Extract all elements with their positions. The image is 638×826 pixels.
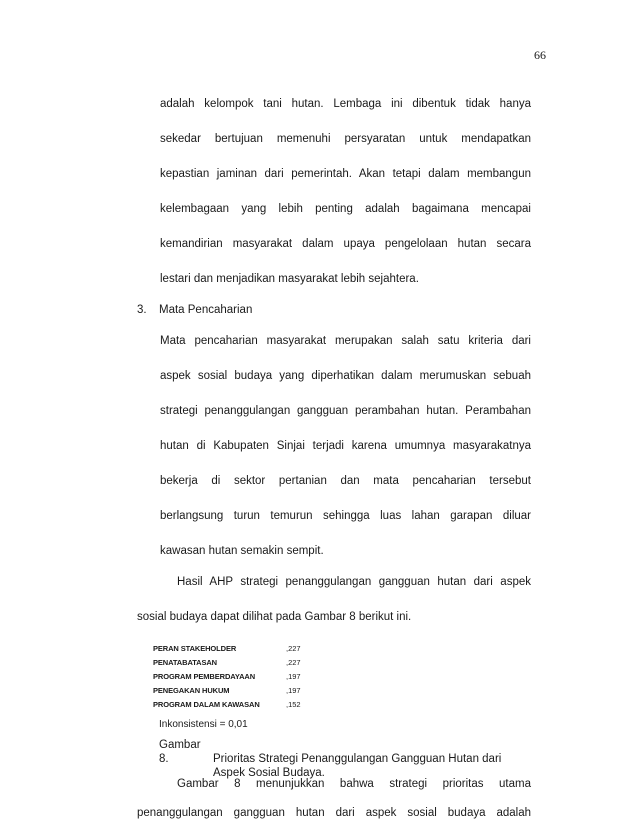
figure-row: [153, 644, 353, 658]
figure-row: [153, 658, 353, 672]
figure-row-value: ,197: [286, 672, 301, 681]
paragraph2-line: bekerja di sektor pertanian dan mata pencaharian tersebut: [160, 475, 531, 487]
paragraph3-line: Hasil AHP strategi penanggulangan gangguan hutan dari aspek: [177, 576, 531, 588]
section-title: Mata Pencaharian: [159, 304, 253, 316]
paragraph4-line: Gambar 8 menunjukkan bahwa strategi prioritas utama: [177, 778, 531, 790]
paragraph1-line: kepastian jaminan dari pemerintah. Akan tetapi dalam membangun: [160, 168, 531, 180]
section-number: 3.: [137, 304, 147, 316]
caption-label: Gambar 8.: [159, 739, 201, 765]
figure-caption: [159, 738, 501, 780]
figure-row-value: ,152: [286, 700, 301, 709]
figure-row-label: PENEGAKAN HUKUM: [153, 686, 230, 695]
paragraph2-line: aspek sosial budaya yang diperhatikan dalam merumuskan sebuah: [160, 370, 531, 382]
figure-8-table: [153, 644, 353, 714]
figure-row-value: ,197: [286, 686, 301, 695]
caption-text: Prioritas Strategi Penanggulangan Gangguan Hutan dari: [213, 753, 502, 765]
paragraph2-line: Mata pencaharian masyarakat merupakan salah satu kriteria dari: [160, 335, 531, 347]
paragraph1-line: kemandirian masyarakat dalam upaya pengelolaan hutan secara: [160, 238, 531, 250]
figure-row-label: PROGRAM DALAM KAWASAN: [153, 700, 260, 709]
caption-text-continued: Aspek Sosial Budaya.: [213, 767, 325, 779]
paragraph4-line: penanggulangan gangguan hutan dari aspek sosial budaya adalah: [137, 807, 531, 819]
paragraph2-line: kawasan hutan semakin sempit.: [160, 545, 324, 557]
inconsistency-ratio: Inkonsistensi = 0,01: [159, 719, 248, 730]
figure-row: [153, 686, 353, 700]
figure-row-label: PERAN STAKEHOLDER: [153, 644, 237, 653]
paragraph1-line: sekedar bertujuan memenuhi persyaratan untuk mendapatkan: [160, 133, 531, 145]
paragraph2-line: hutan di Kabupaten Sinjai terjadi karena umumnya masyarakatnya: [160, 440, 531, 452]
section-heading: [137, 302, 252, 318]
page-number: 66: [534, 48, 546, 62]
paragraph1-line: adalah kelompok tani hutan. Lembaga ini dibentuk tidak hanya: [160, 98, 531, 110]
figure-row-value: ,227: [286, 658, 301, 667]
figure-row-label: PROGRAM PEMBERDAYAAN: [153, 672, 256, 681]
paragraph2-line: berlangsung turun temurun sehingga luas lahan garapan diluar: [160, 510, 531, 522]
figure-row: [153, 700, 353, 714]
paragraph3-line: sosial budaya dapat dilihat pada Gambar 8 berikut ini.: [137, 611, 412, 623]
paragraph1-line: kelembagaan yang lebih penting adalah bagaimana mencapai: [160, 203, 531, 215]
paragraph2-line: strategi penanggulangan gangguan perambahan hutan. Perambahan: [160, 405, 531, 417]
figure-row: [153, 672, 353, 686]
figure-row-value: ,227: [286, 644, 301, 653]
paragraph1-line: lestari dan menjadikan masyarakat lebih sejahtera.: [160, 273, 419, 285]
figure-row-label: PENATABATASAN: [153, 658, 217, 667]
